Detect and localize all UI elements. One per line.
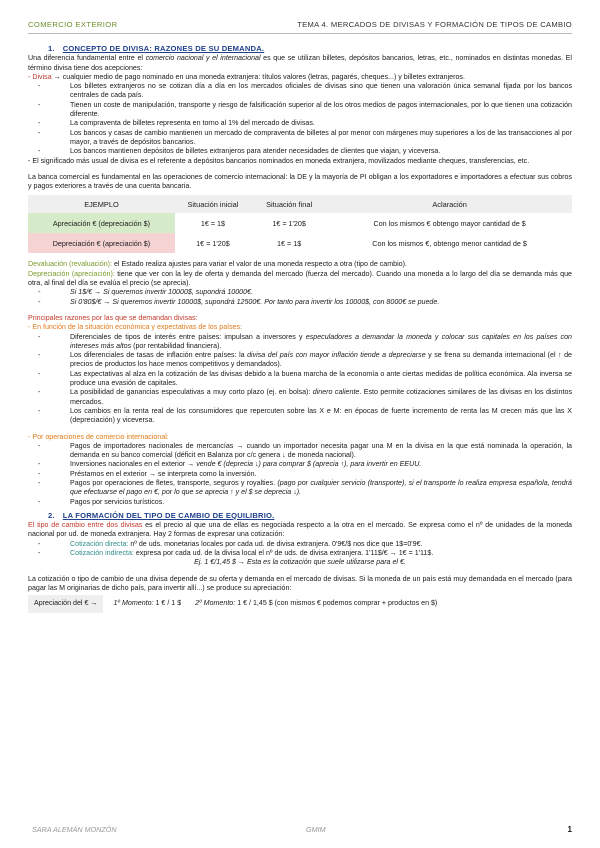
list-item: - Cotización indirecta: expresa por cada ud. de la divisa local el nº de uds. de divisa extranjera. 1'11$/€ → 1€ = 1'11$. (58, 549, 572, 558)
section2-title: 2. LA FORMACIÓN DEL TIPO DE CAMBIO DE EQUILIBRIO. (48, 510, 275, 520)
list-item: - Pagos por operaciones de fletes, transporte, seguros y royalties. (pago por cualquier servicio (transporte), si el transporte lo realiza empresa española, tendrá que efectuarse el pago en €, por lo que se aprecia ↑ y el $ se deprecia ↓). (58, 479, 572, 498)
list-item: - Cotización directa: nº de uds. monetarias locales por cada ud. de divisa extranjera. 0'9€/$ nos dice que 1$=0'9€. (58, 540, 572, 549)
table-cell: Con los mismos €, obtengo menor cantidad de $ (372, 238, 527, 248)
list-item: - Inversiones nacionales en el exterior → vende € (deprecia ↓) para comprar $ (aprecia ↑), para invertir en EEUU. (58, 460, 572, 469)
section1-title: 1. CONCEPTO DE DIVISA: RAZONES DE SU DEMANDA. (48, 44, 265, 53)
table-row (28, 233, 572, 253)
list-item: - Los diferenciales de tasas de inflación entre países: la divisa del país con mayor inflación tiende a depreciarse y se frena su demanda internacional (el ↑ de precios de productos los hace menos competitivos y demandados). (58, 351, 572, 370)
list-item: - Los billetes extranjeros no se cotizan día a día en los mercados oficiales de divisas sino que tienen una valoración única semanal fijada por los bancos centrales de cada país. (58, 82, 572, 101)
table-cell: Con los mismos € obtengo mayor cantidad de $ (373, 218, 526, 228)
table-row (28, 213, 572, 233)
list-item: - Los bancos mantienen depósitos de billetes extranjeros para atender necesidades de clientes que viajan, y viceversa. (58, 147, 572, 156)
page-footer (28, 825, 572, 837)
cotizacion-list (58, 540, 572, 559)
list-item: - Pagos de importadores nacionales de mercancías → cuando un importador necesita pagar una M en la divisa en la que está nominada la operación, la demanda en su banco comercial (déficit en Balanza por c/c genera ↓ de moneda nacional). (58, 442, 572, 461)
table-header-row (28, 195, 572, 213)
divisa-definition: - Divisa → cualquier medio de pago nominado en una moneda extranjera: títulos valores (letras, pagarés, cheques...) y billetes extranjeros. (28, 72, 465, 81)
list-item: - Los bancos y casas de cambio mantienen un mercado de compraventa de billetes al por menor con márgenes muy superiores a los de las transacciones al por mayor, a través de depósitos bancarios. (58, 129, 572, 148)
list-item: - Préstamos en el exterior → se interpreta como la inversión. (58, 470, 572, 479)
apreciacion-box: Apreciación del € → (28, 595, 103, 612)
table-cell: Depreciación € (apreciación $) (28, 233, 175, 253)
devaluacion-paragraph: Devaluación (revaluación): el Estado realiza ajustes para variar el valor de una moneda respecto a otra (tipo de cambio). (28, 260, 407, 269)
table-cell: 1€ = 1'20$ (272, 218, 306, 228)
list-item: - Si 1$/€ → Si queremos invertir 10000$, supondrá 10000€. (58, 288, 572, 297)
list-item: - La posibilidad de ganancias especulativas a muy corto plazo (ej. en bolsa): dinero caliente. Esto permite cotizaciones similares de las divisas en los distintos mercados. (58, 388, 572, 407)
table-header: Situación final (251, 195, 327, 213)
header-topic: TEMA 4. MERCADOS DE DIVISAS Y FORMACIÓN DE TIPOS DE CAMBIO (297, 20, 572, 29)
list-item: - La compraventa de billetes representa en torno al 1% del mercado de divisas. (58, 119, 572, 128)
razones-subtitle-2: - Por operaciones de comercio internacional: (28, 432, 169, 441)
momento-1: 1º Momento: 1 € / 1 $ (113, 599, 182, 608)
billetes-list (58, 82, 572, 156)
table-header: Aclaración (327, 195, 572, 213)
list-item: - Pagos por servicios turísticos. (58, 498, 572, 507)
list-item: - Tienen un coste de manipulación, transporte y riesgo de falsificación superior al de los otros medios de pagos internacionales, por lo que tienen una cotización diferente. (58, 101, 572, 120)
section1-intro: Una diferencia fundamental entre el comercio nacional y el internacional es que se utilizan billetes, depósitos bancarios, letras, etc., nominados en distintas monedas. El término divisa tiene dos acepciones: (28, 54, 572, 72)
list-item: - Las expectativas al alza en la cotización de las divisas debido a la buena marcha de la economía o ante ciertas medidas de política económica. Ala inversa se produce una evasión de capitales. (58, 370, 572, 389)
footer-author: SARA ALEMÁN MONZÓN (32, 825, 117, 834)
page-number: 1 (567, 825, 572, 834)
page-header (28, 20, 572, 34)
footer-course: GMIM (306, 825, 326, 834)
depreciacion-paragraph: Depreciación (apreciación): tiene que ver con la ley de oferta y demanda del mercado (fuerza del mercado). Cuando una moneda a lo largo del día se demanda más que otra, al final del día se evalúa el precio (se aprecia). (28, 269, 572, 288)
tipo-cambio-paragraph: El tipo de cambio entre dos divisas es el precio al que una de ellas es negociada respecto a la otra en el mercado. Se expresa como el nº de unidades de la moneda nacional por ud. de moneda extranjera. Hay 2 formas de expresar una cotización: (28, 521, 572, 539)
apreciacion-row (28, 595, 572, 612)
razones-title: Principales razones por las que se demandan divisas: (28, 313, 198, 322)
razones-list-1 (58, 333, 572, 426)
table-cell: 1€ = 1$ (277, 238, 302, 248)
momento-2: 2º Momento: 1 € / 1,45 $ (con mismos € podemos comprar + productos en $) (195, 599, 438, 608)
list-item: - Diferenciales de tipos de interés entre países: impulsan a inversores y especuladores a demandar la moneda y colocar sus capitales en los países con intereses más altos (por rentabilidad financiera). (58, 333, 572, 352)
depreciacion-examples (58, 288, 572, 307)
table-header: EJEMPLO (28, 195, 175, 213)
page-content (28, 44, 572, 613)
list-item: - Si 0'80$/€ → Si queremos invertir 10000$, supondrá 12500€. Por tanto para invertir los 10000$, con 8000€ se puede. (58, 298, 572, 307)
banca-paragraph: La banca comercial es fundamental en las operaciones de comercio internacional: la DE y la mayoría de PI obligan a los exportadores e importadores a efectuar sus cobros y pagos exteriores a través de una cuenta bancaria. (28, 172, 572, 191)
cotizacion-paragraph: La cotización o tipo de cambio de una divisa depende de su oferta y demanda en el mercado de divisas. Si la moneda de un país está muy demandada en el mercado (para pagar las M originarias de dicho país, para invertir allí...) se produce su apreciación: (28, 574, 572, 592)
cotizacion-example: Ej. 1 €/1,45 $ → Esta es la cotización que suele utilizarse para el €. (194, 558, 406, 567)
table-cell: Apreciación € (depreciación $) (28, 213, 175, 233)
razones-list-2 (58, 442, 572, 507)
razones-subtitle-1: - En función de la situación económica y expectativas de los países: (28, 323, 243, 332)
exchange-example-table (28, 195, 572, 253)
significado-paragraph: - El significado más usual de divisa es el referente a depósitos bancarios nominados en moneda extranjera, movilizados mediante cheques, transferencias, etc. (28, 156, 530, 165)
header-subject: COMERCIO EXTERIOR (28, 20, 118, 29)
table-header: Situación inicial (175, 195, 251, 213)
table-cell: 1€ = 1$ (200, 218, 226, 228)
list-item: - Los cambios en la renta real de los consumidores que repercuten sobre las X e M: en épocas de fuerte incremento de renta las M crecen más que las X (depreciación) y viceversa. (58, 407, 572, 426)
table-cell: 1€ = 1'20$ (196, 238, 230, 248)
